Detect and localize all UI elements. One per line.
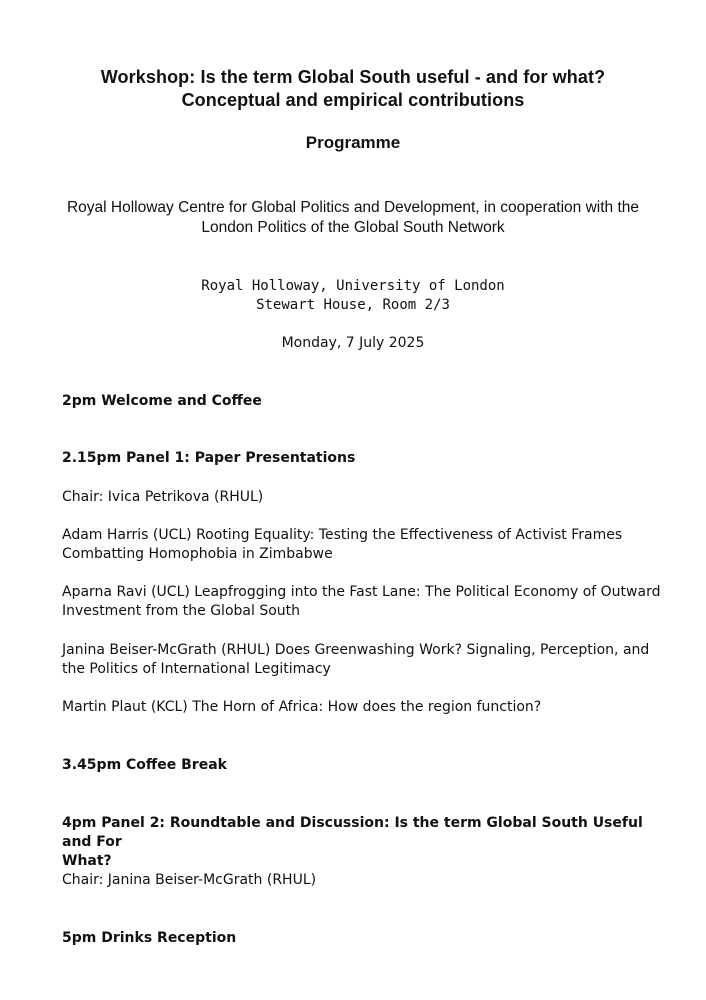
paper-item <box>62 526 662 564</box>
paper-line-1: Aparna Ravi (UCL) Leapfrogging into the Fast Lane: The Political Economy of Outward <box>62 584 661 600</box>
paper-line-1: Adam Harris (UCL) Rooting Equality: Testing the Effectiveness of Activist Frames <box>62 527 623 543</box>
organiser-line-2: London Politics of the Global South Network <box>201 219 505 236</box>
title-line-2: Conceptual and empirical contributions <box>181 90 525 110</box>
workshop-title <box>40 66 666 112</box>
organiser-line-1: Royal Holloway Centre for Global Politics and Development, in cooperation with the <box>66 199 640 216</box>
paper-item <box>62 641 662 679</box>
panel2-heading-line-2: What? <box>62 853 112 869</box>
paper-line-2: the Politics of International Legitimacy <box>62 661 331 677</box>
organiser-text <box>40 198 666 238</box>
paper-line-2: Investment from the Global South <box>62 603 300 619</box>
welcome-heading: 2pm Welcome and Coffee <box>62 393 262 409</box>
venue-line-2: Stewart House, Room 2/3 <box>256 297 450 313</box>
programme-heading: Programme <box>305 133 401 152</box>
coffee-break-heading: 3.45pm Coffee Break <box>62 757 227 773</box>
panel1-heading: 2.15pm Panel 1: Paper Presentations <box>62 450 356 466</box>
title-line-1: Workshop: Is the term Global South useful - and for what? <box>100 67 606 87</box>
panel2-heading-line-1: 4pm Panel 2: Roundtable and Discussion: Is the term Global South Useful and For <box>62 815 643 850</box>
venue-line-1: Royal Holloway, University of London <box>201 278 505 294</box>
panel2-heading <box>62 814 662 871</box>
paper-line-1: Martin Plaut (KCL) The Horn of Africa: How does the region function? <box>62 699 542 715</box>
panel1-chair: Chair: Ivica Petrikova (RHUL) <box>62 489 264 505</box>
paper-line-1: Janina Beiser-McGrath (RHUL) Does Greenwashing Work? Signaling, Perception, and <box>62 642 650 658</box>
panel2-chair: Chair: Janina Beiser-McGrath (RHUL) <box>62 872 317 888</box>
paper-item <box>62 583 662 621</box>
reception-heading: 5pm Drinks Reception <box>62 930 237 946</box>
paper-item <box>62 698 662 717</box>
event-date: Monday, 7 July 2025 <box>281 335 425 351</box>
venue <box>40 277 666 315</box>
paper-line-2: Combatting Homophobia in Zimbabwe <box>62 546 333 562</box>
